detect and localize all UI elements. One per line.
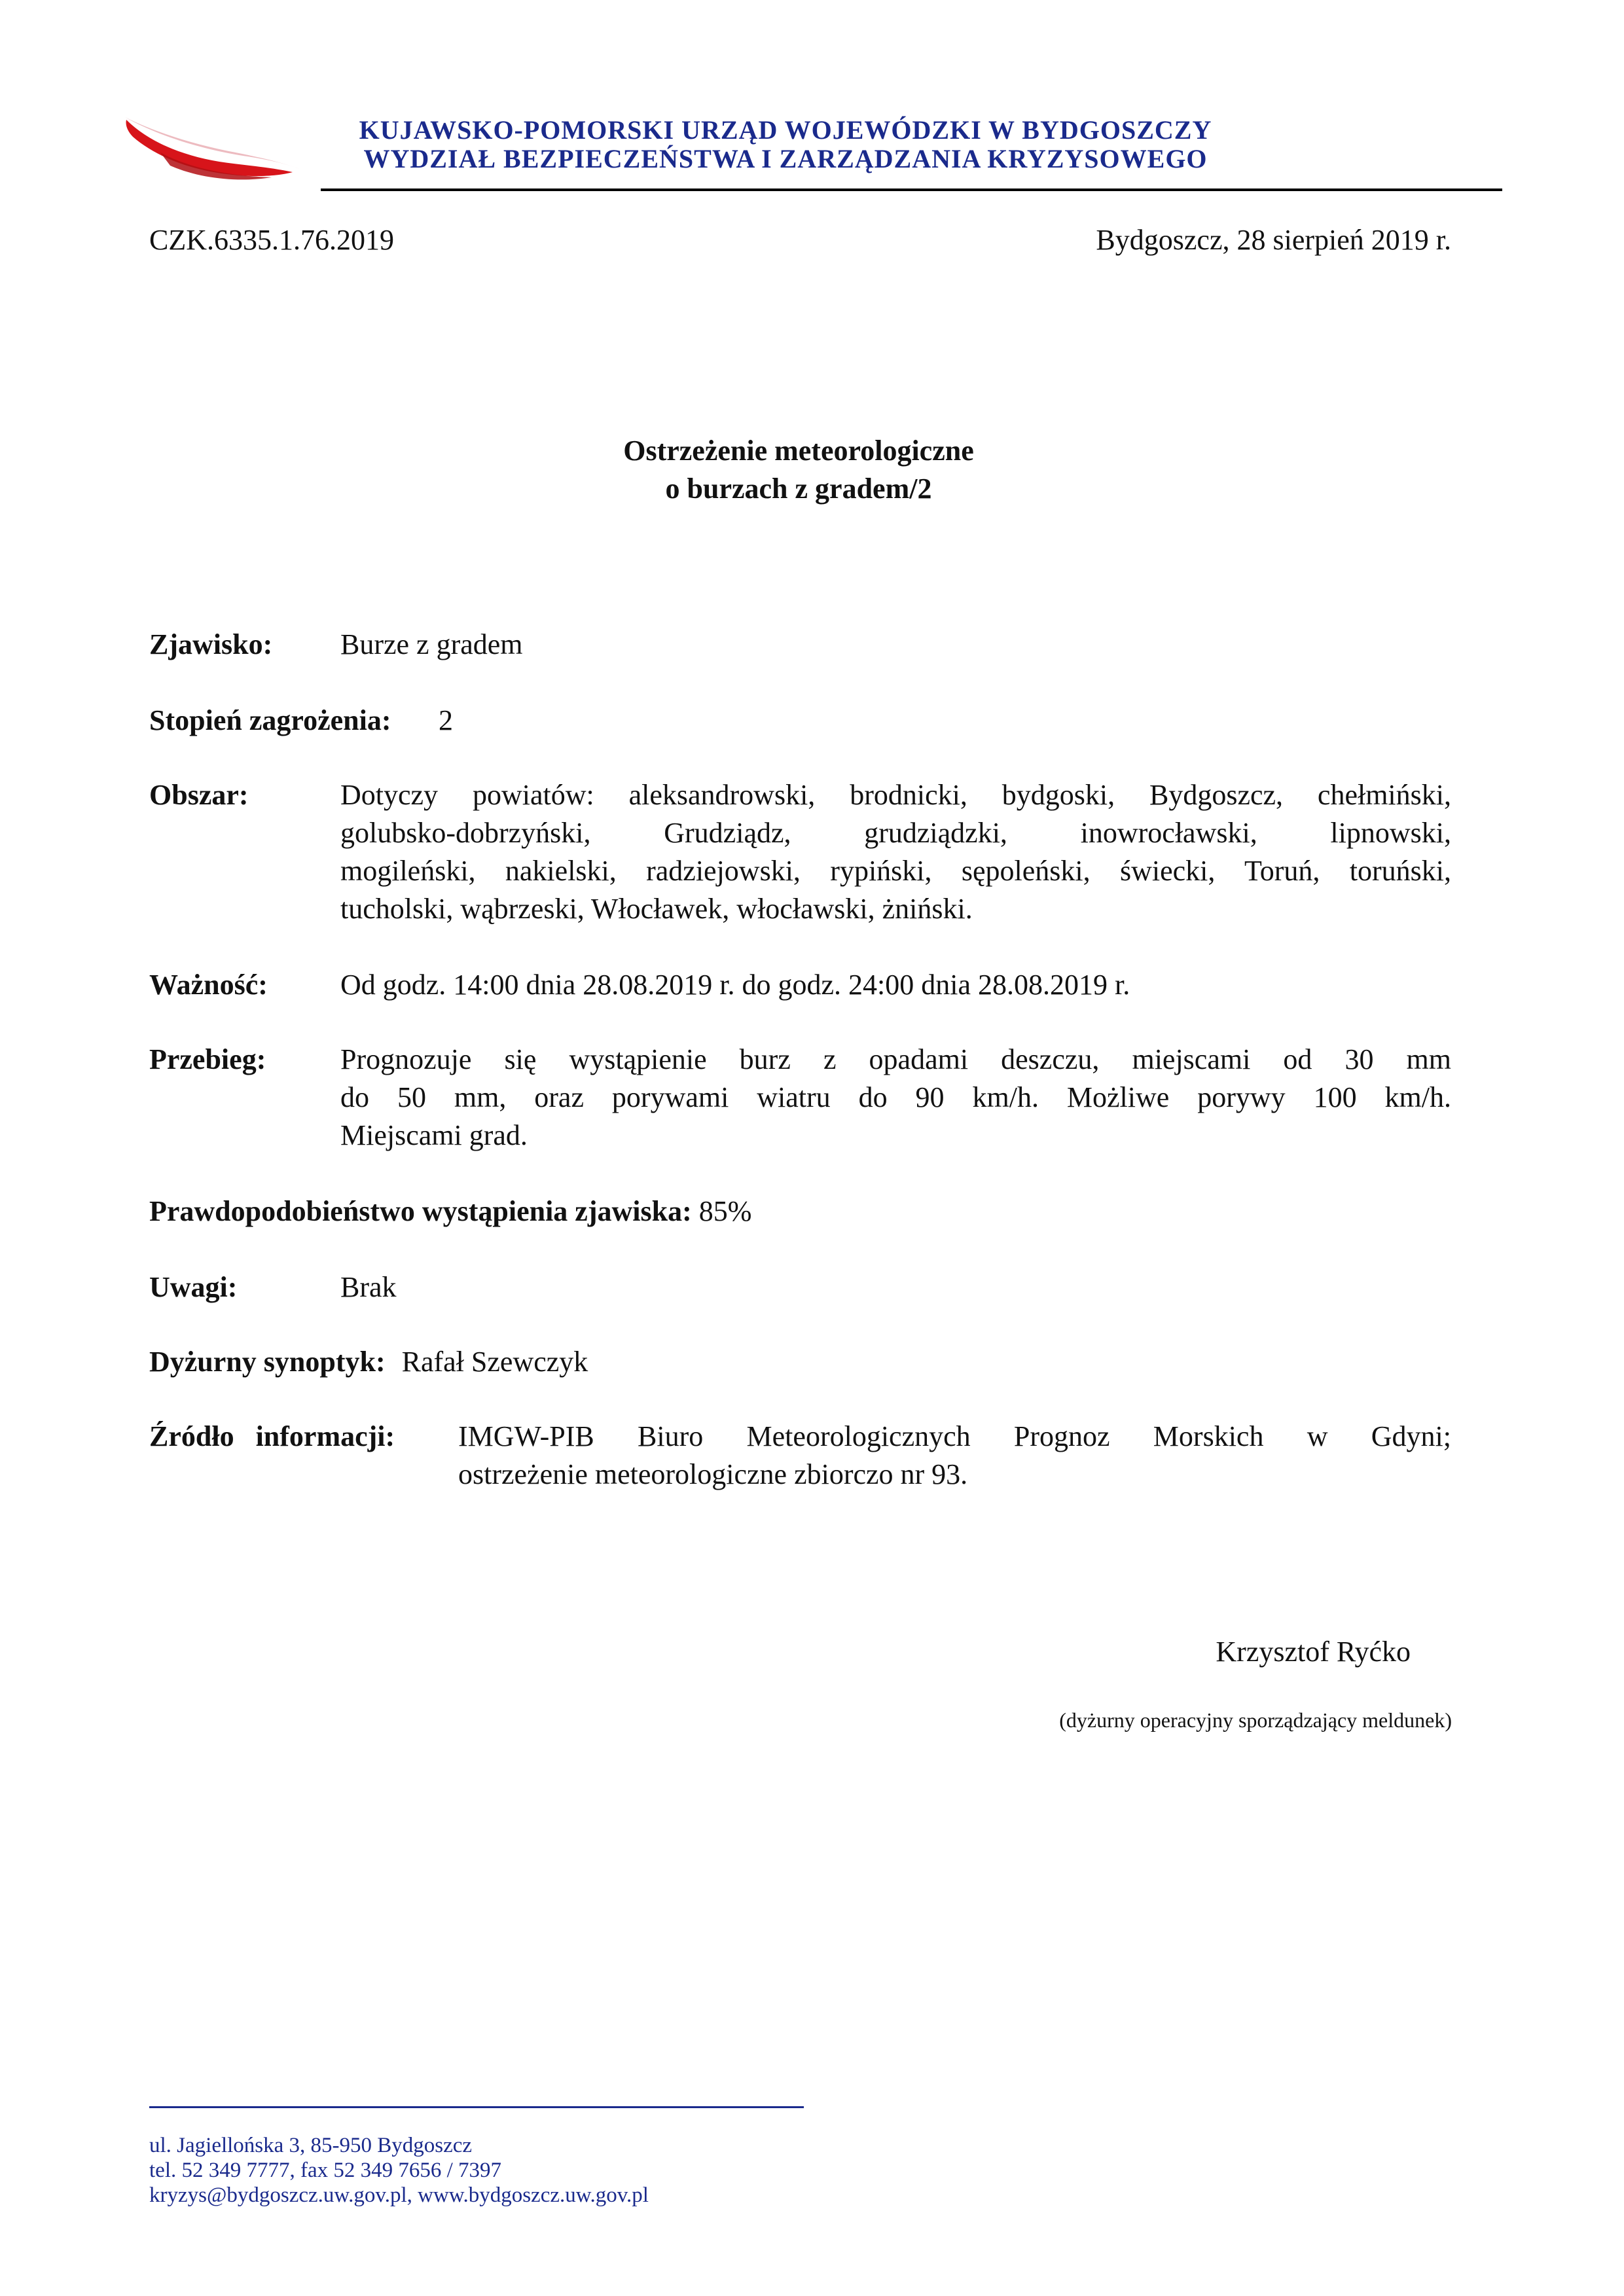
footer-divider bbox=[149, 2106, 804, 2108]
source-label: Źródło informacji: bbox=[149, 1420, 395, 1452]
validity-label: Ważność: bbox=[149, 969, 268, 1001]
probability-value: 85% bbox=[698, 1195, 752, 1227]
synoptician-value: Rafał Szewczyk bbox=[401, 1346, 588, 1378]
reference-number: CZK.6335.1.76.2019 bbox=[149, 224, 394, 256]
area-label: Obszar: bbox=[149, 779, 249, 811]
footer-address: ul. Jagiellońska 3, 85-950 Bydgoszcz bbox=[149, 2134, 473, 2157]
phenomenon-value: Burze z gradem bbox=[340, 628, 523, 660]
course-line: do 50 mm, oraz porywami wiatru do 90 km/h. Możliwe porywy 100 km/h. bbox=[340, 1081, 1451, 1113]
synoptician-label: Dyżurny synoptyk: bbox=[149, 1346, 386, 1378]
header-divider bbox=[321, 188, 1502, 191]
area-line: Dotyczy powiatów: aleksandrowski, brodnicki, bydgoski, Bydgoszcz, chełmiński, bbox=[340, 779, 1451, 811]
phenomenon-label: Zjawisko: bbox=[149, 628, 273, 660]
remarks-value: Brak bbox=[340, 1271, 397, 1303]
office-name: KUJAWSKO-POMORSKI URZĄD WOJEWÓDZKI W BYDGOSZCZY bbox=[359, 115, 1212, 145]
document-title: Ostrzeżenie meteorologiczne bbox=[623, 435, 974, 467]
threat-level-label: Stopień zagrożenia: bbox=[149, 704, 391, 736]
course-line: Miejscami grad. bbox=[340, 1119, 528, 1151]
synoptician-row bbox=[149, 1343, 588, 1381]
probability-label: Prawdopodobieństwo wystąpienia zjawiska: bbox=[149, 1195, 692, 1227]
remarks-label: Uwagi: bbox=[149, 1271, 238, 1303]
area-line: tucholski, wąbrzeski, Włocławek, włocławski, żniński. bbox=[340, 893, 973, 925]
course-line: Prognozuje się wystąpienie burz z opadami deszczu, miejscami od 30 mm bbox=[340, 1043, 1451, 1075]
place-date: Bydgoszcz, 28 sierpień 2019 r. bbox=[1096, 224, 1451, 256]
probability-row bbox=[149, 1193, 751, 1230]
footer-phone: tel. 52 349 7777, fax 52 349 7656 / 7397 bbox=[149, 2159, 502, 2182]
validity-value: Od godz. 14:00 dnia 28.08.2019 r. do godz. 24:00 dnia 28.08.2019 r. bbox=[340, 969, 1130, 1001]
threat-level-value: 2 bbox=[439, 704, 453, 736]
signature-role: (dyżurny operacyjny sporządzający meldunek) bbox=[1059, 1708, 1452, 1732]
area-line: golubsko-dobrzyński, Grudziądz, grudziądzki, inowrocławski, lipnowski, bbox=[340, 817, 1451, 849]
source-line: IMGW-PIB Biuro Meteorologicznych Prognoz Morskich w Gdyni; bbox=[458, 1420, 1451, 1452]
source-line: ostrzeżenie meteorologiczne zbiorczo nr 93. bbox=[458, 1458, 968, 1490]
document-subtitle: o burzach z gradem/2 bbox=[665, 473, 932, 505]
area-line: mogileński, nakielski, radziejowski, rypiński, sępoleński, świecki, Toruń, toruński, bbox=[340, 855, 1451, 887]
signature-name: Krzysztof Ryćko bbox=[1216, 1636, 1411, 1668]
footer-contact: kryzys@bydgoszcz.uw.gov.pl, www.bydgoszcz.uw.gov.pl bbox=[149, 2183, 649, 2207]
department-name: WYDZIAŁ BEZPIECZEŃSTWA I ZARZĄDZANIA KRYZYSOWEGO bbox=[363, 144, 1208, 173]
course-label: Przebieg: bbox=[149, 1043, 266, 1075]
